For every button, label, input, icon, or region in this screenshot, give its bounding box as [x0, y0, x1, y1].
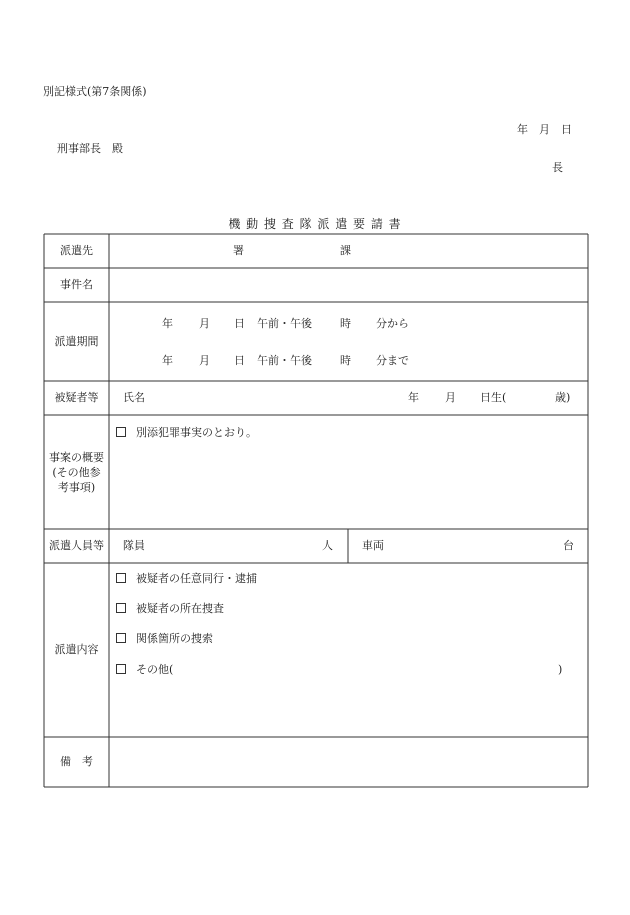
- period-from-ampm: 午前・午後: [257, 317, 312, 330]
- checkbox-icon[interactable]: [116, 603, 126, 613]
- remarks-field[interactable]: [112, 739, 586, 785]
- suspect-birth-month: 月: [445, 391, 456, 404]
- suspect-birth-year: 年: [408, 391, 419, 404]
- document-title: 機 動 捜 査 隊 派 遣 要 請 書: [228, 217, 402, 231]
- checkbox-icon[interactable]: [116, 427, 126, 437]
- case-name-field[interactable]: [112, 270, 586, 300]
- period-to-hour: 時: [340, 354, 351, 367]
- period-from-year: 年: [162, 317, 173, 330]
- content-option-other[interactable]: [116, 663, 173, 676]
- content-label: 派遣内容: [54, 643, 99, 656]
- suspect-age: 歳): [555, 391, 571, 404]
- summary-label-line-2: (その他参: [52, 466, 101, 479]
- suspect-name-label: 氏名: [123, 391, 145, 404]
- checkbox-icon[interactable]: [116, 633, 126, 643]
- period-from-hour: 時: [340, 317, 351, 330]
- checkbox-icon[interactable]: [116, 664, 126, 674]
- date-line: 年 月 日: [517, 123, 572, 136]
- destination-label: 派遣先: [60, 244, 93, 257]
- suspect-birth-day: 日生(: [480, 391, 507, 404]
- period-to-ampm: 午前・午後: [257, 354, 312, 367]
- content-option-label: 被疑者の任意同行・逮捕: [136, 572, 257, 585]
- checkbox-icon[interactable]: [116, 573, 126, 583]
- suspect-name-field[interactable]: [150, 384, 400, 412]
- sender-title: 長: [552, 161, 563, 174]
- content-other-close-paren: ): [558, 663, 563, 676]
- summary-label-line-3: 考事項): [57, 481, 96, 494]
- destination-station: 署: [233, 244, 244, 257]
- members-count-field[interactable]: [150, 531, 315, 561]
- vehicle-unit: 台: [563, 539, 574, 552]
- period-to-year: 年: [162, 354, 173, 367]
- content-option-arrest[interactable]: [116, 572, 257, 585]
- period-to-month: 月: [199, 354, 210, 367]
- members-unit: 人: [322, 539, 333, 552]
- content-option-label: その他(: [136, 663, 174, 676]
- summary-option[interactable]: [116, 426, 257, 439]
- summary-field[interactable]: [112, 444, 586, 526]
- content-other-field[interactable]: [180, 660, 550, 678]
- period-from-minute: 分から: [376, 317, 409, 330]
- period-from-day: 日: [234, 317, 245, 330]
- content-option-label: 被疑者の所在捜査: [136, 602, 224, 615]
- period-to-minute: 分まで: [376, 354, 409, 367]
- summary-label-line-1: 事案の概要: [49, 451, 104, 464]
- members-label: 隊員: [123, 539, 145, 552]
- suspect-label: 被疑者等: [54, 391, 99, 404]
- personnel-label: 派遣人員等: [49, 539, 104, 552]
- period-label: 派遣期間: [54, 335, 99, 348]
- summary-option-label: 別添犯罪事実のとおり。: [136, 426, 257, 439]
- form-label: 別記様式(第7条関係): [43, 85, 147, 98]
- vehicle-count-field[interactable]: [390, 531, 555, 561]
- remarks-label: 備 考: [60, 755, 93, 768]
- period-to-day: 日: [234, 354, 245, 367]
- addressee: 刑事部長 殿: [57, 142, 123, 155]
- vehicle-label: 車両: [362, 539, 384, 552]
- destination-field[interactable]: [112, 236, 586, 266]
- content-option-location-search[interactable]: [116, 602, 224, 615]
- content-option-label: 関係箇所の捜索: [136, 632, 213, 645]
- period-from-month: 月: [199, 317, 210, 330]
- case-name-label: 事件名: [60, 278, 93, 291]
- destination-section: 課: [340, 244, 351, 257]
- content-option-premises-search[interactable]: [116, 632, 213, 645]
